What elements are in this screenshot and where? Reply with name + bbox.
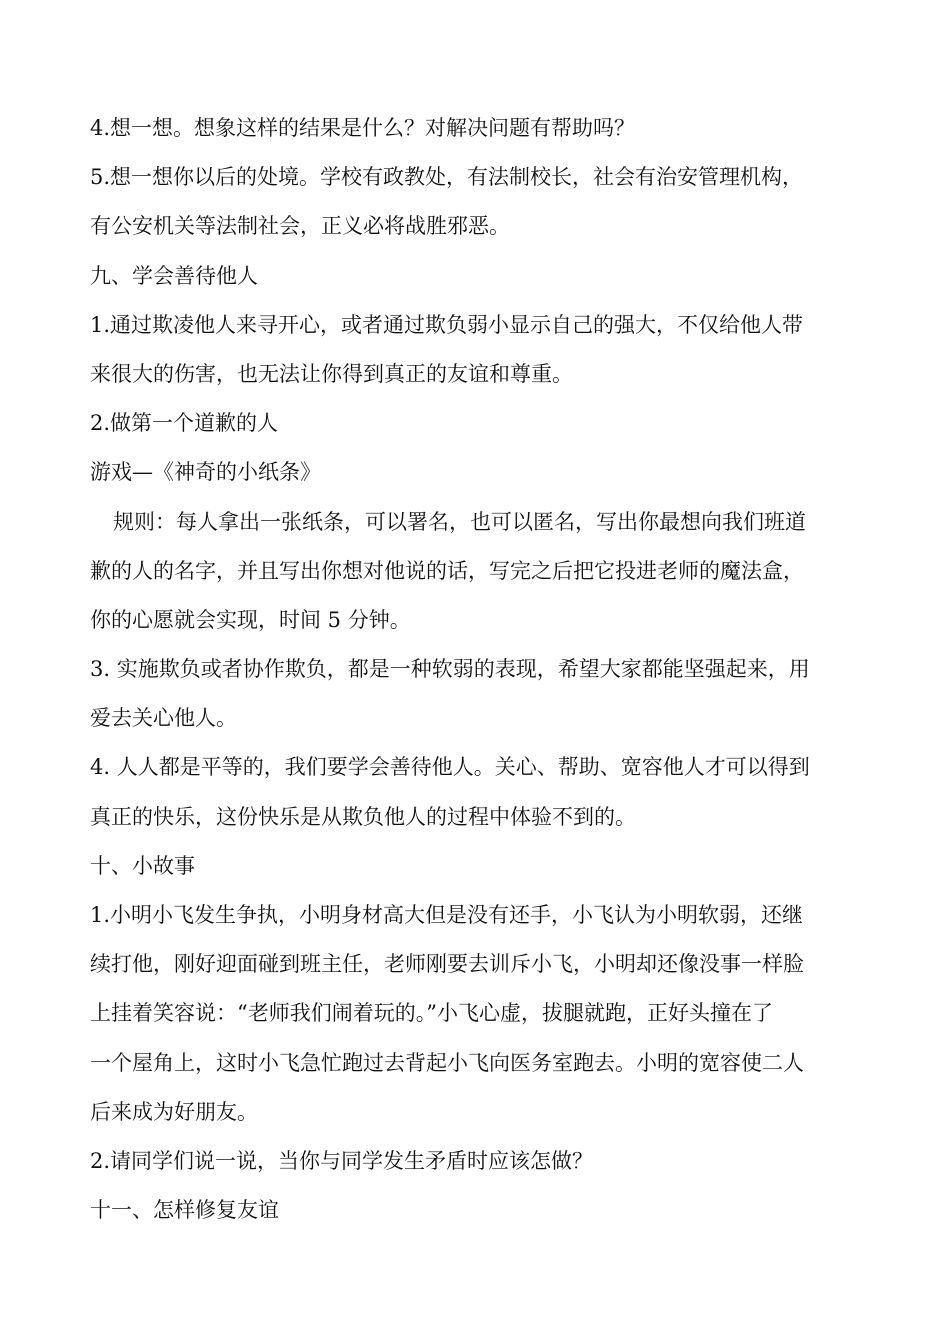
- paragraph-line: 规则：每人拿出一张纸条，可以署名，也可以匿名，写出你最想向我们班道: [113, 509, 806, 534]
- paragraph-line: 5.想一想你以后的处境。学校有政教处，有法制校长，社会有治安管理机构，: [90, 165, 804, 190]
- paragraph-line: 你的心愿就会实现，时间 5 分钟。: [90, 607, 411, 632]
- document-body: [90, 104, 862, 1235]
- section-heading: 十、小故事: [90, 853, 195, 878]
- paragraph-line: 1.通过欺凌他人来寻开心，或者通过欺负弱小显示自己的强大，不仅给他人带: [90, 312, 804, 337]
- paragraph-line: 4.想一想。想象这样的结果是什么？对解决问题有帮助吗？: [90, 116, 636, 140]
- paragraph-line: 来很大的伤害，也无法让你得到真正的友谊和尊重。: [90, 361, 573, 386]
- paragraph-line: 上挂着笑容说：“老师我们闹着玩的。”小飞心虚，拔腿就跑，正好头撞在了: [90, 1001, 773, 1026]
- paragraph-line: 一个屋角上，这时小飞急忙跑过去背起小飞向医务室跑去。小明的宽容使二人: [90, 1050, 804, 1075]
- game-title: 游戏—《神奇的小纸条》: [90, 460, 321, 485]
- paragraph-line: 歉的人的名字，并且写出你想对他说的话，写完之后把它投进老师的魔法盒，: [90, 558, 804, 583]
- paragraph-line: 2.请同学们说一说，当你与同学发生矛盾时应该怎做？: [90, 1148, 594, 1173]
- paragraph-line: 4. 人人都是平等的，我们要学会善待他人。关心、帮助、宽容他人才可以得到: [90, 755, 810, 780]
- section-heading: 十一、怎样修复友谊: [90, 1198, 279, 1223]
- paragraph-line: 2.做第一个道歉的人: [90, 411, 279, 436]
- paragraph-line: 后来成为好朋友。: [90, 1099, 258, 1124]
- paragraph-line: 爱去关心他人。: [90, 706, 237, 731]
- paragraph-line: 真正的快乐，这份快乐是从欺负他人的过程中体验不到的。: [90, 804, 636, 829]
- paragraph-line: 1.小明小飞发生争执，小明身材高大但是没有还手，小飞认为小明软弱，还继: [90, 903, 804, 927]
- paragraph-line: 续打他，刚好迎面碰到班主任，老师刚要去训斥小飞，小明却还像没事一样脸: [90, 952, 804, 977]
- section-heading: 九、学会善待他人: [90, 263, 258, 288]
- paragraph-line: 有公安机关等法制社会，正义必将战胜邪恶。: [90, 214, 510, 239]
- paragraph-line: 3. 实施欺负或者协作欺负，都是一种软弱的表现，希望大家都能坚强起来，用: [90, 657, 810, 682]
